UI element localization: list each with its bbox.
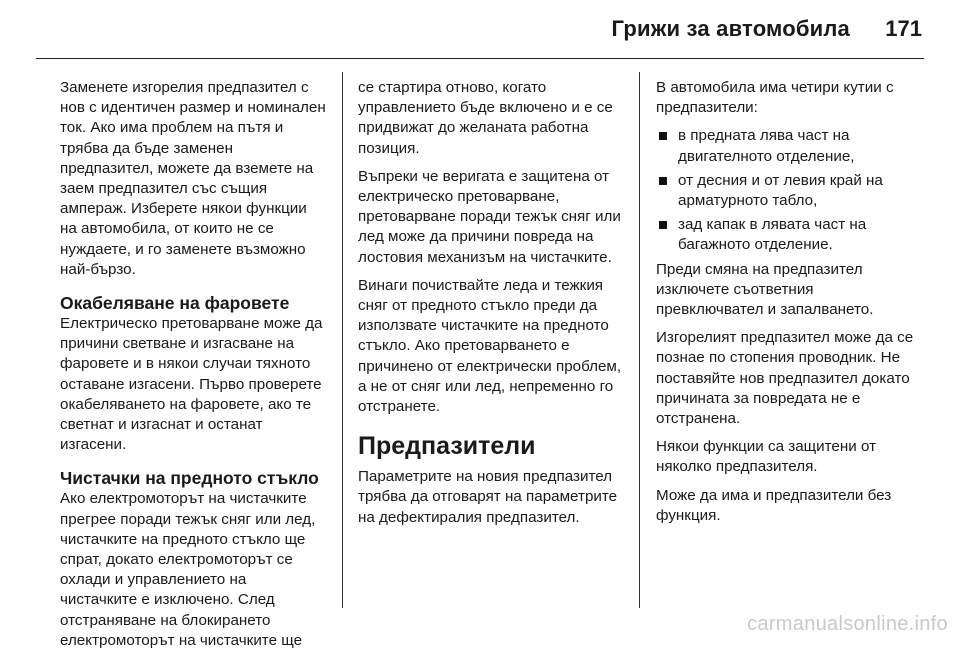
- page-header: [0, 0, 960, 58]
- heading-headlight-wiring: Окабеляване на фаровете: [60, 293, 290, 314]
- list-item: [656, 215, 924, 255]
- column-2: [358, 78, 626, 536]
- list-item: [656, 126, 924, 166]
- bullet-square-icon: [659, 221, 667, 229]
- paragraph-clear-snow: Винаги почиствайте леда и тежкия сняг от предното стъкло преди да използвате чистачките на предното стъкло. Ако претоварването е причинено от електрически проблем, а не от сняг или лед, непременно го отстранете.: [358, 276, 622, 416]
- column-3: [656, 78, 924, 534]
- bullet-square-icon: [659, 132, 667, 140]
- heading-windscreen-wipers: Чистачки на предното стъкло: [60, 468, 319, 489]
- bullet-square-icon: [659, 177, 667, 185]
- list-item-text: зад капак в лявата част на багажното отделение.: [678, 216, 867, 254]
- list-item: [656, 171, 924, 211]
- paragraph-wiper-restart: се стартира отново, когато управлението бъде включено и е се придвижат до желаната работна позиция.: [358, 79, 613, 157]
- paragraph-switch-off: Преди смяна на предпазител изключете съответния превключвател и запалването.: [656, 260, 874, 319]
- page-title: Грижи за автомобила: [611, 16, 850, 41]
- paragraph-headlight-wiring: Електрическо претоварване може да причини светване и изгасване на фаровете и в някои случаи тяхното оставане изгасени. Първо проверете окабеляването на фаровете, ако те светнат и изгаснат и останат изгасени.: [60, 315, 323, 454]
- list-item-text: от десния и от левия край на арматурното табло,: [678, 171, 883, 210]
- fuse-box-list: [656, 126, 924, 255]
- column-divider-1: [342, 72, 343, 608]
- paragraph-fuse-boxes-intro: В автомобила има четири кутии с предпазители:: [656, 79, 894, 117]
- paragraph-multiple-fuses: Някои функции са защитени от няколко предпазителя.: [656, 438, 877, 476]
- watermark: carmanualsonline.info: [747, 613, 948, 635]
- paragraph-wiper-overload: Въпреки че веригата е защитена от електрическо претоварване, претоварване поради тежък сняг или лед може да причини повреда на лостовия механизъм на чистачките.: [358, 167, 621, 266]
- column-1: [60, 78, 326, 659]
- paragraph-blown-fuse: Изгорелият предпазител може да се познае по стопения проводник. Не поставяйте нов предпазител докато причината за повредата не е отстранена.: [656, 329, 914, 428]
- paragraph-fuse-replacement: Заменете изгорелия предпазител с нов с идентичен размер и номинален ток. Ако има проблем на пътя и трябва да бъде заменен предпазител, можете да вземете на заем предпазител със същия ампераж. Изберете някои функции на автомобила, от които не се нуждаете, и го заменете възможно най-бързо.: [60, 79, 326, 278]
- paragraph-fuse-parameters: Параметрите на новия предпазител трябва да отговарят на параметрите на дефектиралия предпазител.: [358, 468, 618, 526]
- paragraph-unused-fuses: Може да има и предпазители без функция.: [656, 486, 892, 524]
- heading-fuses: Предпазители: [358, 432, 536, 461]
- header-divider: [36, 58, 924, 59]
- page-number: 171: [885, 16, 922, 41]
- paragraph-windscreen-wipers: Ако електромоторът на чистачките прегрее поради тежък сняг или лед, чистачките на предното стъкло ще спрат, докато електромоторът се охлади и управлението на чистачките е изключено. След отстраняване на блокирането електромоторът на чистачките ще: [60, 490, 316, 649]
- column-divider-2: [639, 72, 640, 608]
- list-item-text: в предната лява част на двигателното отделение,: [678, 127, 855, 165]
